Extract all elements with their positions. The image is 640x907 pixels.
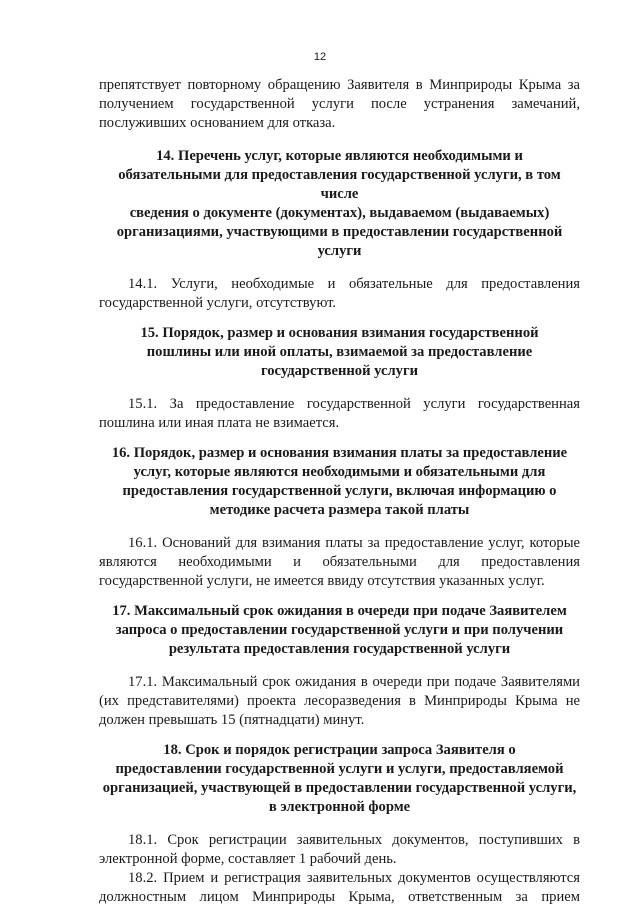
heading-line: 15. Порядок, размер и основания взимания государственной	[140, 325, 539, 341]
heading-line: 18. Срок и порядок регистрации запроса Заявителя о	[163, 742, 516, 758]
text-line: получением государственной услуги после устранения замечаний,	[99, 96, 580, 112]
heading-line: организацией, участвующей в предоставлении государственной услуги,	[102, 780, 577, 796]
heading-line: услуг, которые являются необходимыми и обязательными для	[133, 464, 546, 480]
text-line: пошлина или иная плата не взимается.	[99, 415, 340, 431]
text-line: 17.1. Максимальный срок ожидания в очереди при подаче Заявителями	[128, 674, 580, 690]
heading-line: предоставлении государственной услуги и услуги, предоставляемой	[115, 761, 564, 777]
section-18-heading	[99, 741, 580, 817]
text-line: государственной услуги, не имеется ввиду отсутствия указанных услуг.	[99, 573, 545, 589]
text-line: препятствует повторному обращению Заявителя в Минприроды Крыма за	[99, 77, 580, 93]
heading-line: государственной услуги	[260, 363, 419, 379]
page-number: 12	[313, 51, 327, 63]
text-line: должен превышать 15 (пятнадцати) минут.	[99, 712, 365, 728]
text-line: государственной услуги, отсутствуют.	[99, 295, 337, 311]
heading-line: методике расчета размера такой платы	[209, 502, 470, 518]
section-15-heading	[99, 324, 580, 381]
paragraph-18-1	[99, 831, 580, 869]
text-line: послуживших основанием для отказа.	[99, 115, 336, 131]
heading-line: пошлины или иной оплаты, взимаемой за предоставление	[146, 344, 533, 360]
paragraph-17-1	[99, 673, 580, 730]
page-content	[99, 76, 580, 907]
paragraph-18-2	[99, 869, 580, 907]
section-16-heading	[99, 444, 580, 520]
heading-line: услуги	[317, 243, 362, 259]
text-line: 18.1. Срок регистрации заявительных документов, поступивших в	[128, 832, 580, 848]
text-line: должностным лицом Минприроды Крыма, ответственным за прием	[99, 889, 580, 905]
heading-line: обязательными для предоставления государственной услуги, в том числе	[118, 167, 561, 202]
heading-line: 14. Перечень услуг, которые являются необходимыми и	[156, 148, 523, 164]
section-17-heading	[99, 602, 580, 659]
text-line: 14.1. Услуги, необходимые и обязательные для предоставления	[128, 276, 580, 292]
text-line: (их представителями) проекта лесоразведения в Минприроды Крыма не	[99, 693, 580, 709]
section-14-heading	[99, 147, 580, 261]
heading-line: запроса о предоставлении государственной услуги и при получении	[115, 622, 564, 638]
text-line: 18.2. Прием и регистрация заявительных документов осуществляются	[128, 870, 580, 886]
text-line: 16.1. Оснований для взимания платы за предоставление услуг, которые	[128, 535, 580, 551]
text-line: 15.1. За предоставление государственной услуги государственная	[128, 396, 580, 412]
heading-line: в электронной форме	[268, 799, 411, 815]
text-line: являются необходимыми и обязательными для предоставления	[99, 554, 580, 570]
paragraph-16-1	[99, 534, 580, 591]
paragraph-15-1	[99, 395, 580, 433]
heading-line: организациями, участвующими в предоставлении государственной	[116, 224, 563, 240]
heading-line: сведения о документе (документах), выдаваемом (выдаваемых)	[129, 205, 550, 221]
heading-line: 16. Порядок, размер и основания взимания платы за предоставление	[111, 445, 568, 461]
paragraph-14-1	[99, 275, 580, 313]
text-line: электронной форме, составляет 1 рабочий день.	[99, 851, 397, 867]
heading-line: результата предоставления государственной услуги	[168, 641, 511, 657]
heading-line: 17. Максимальный срок ожидания в очереди при подаче Заявителем	[112, 603, 567, 619]
heading-line: предоставления государственной услуги, включая информацию о	[122, 483, 557, 499]
